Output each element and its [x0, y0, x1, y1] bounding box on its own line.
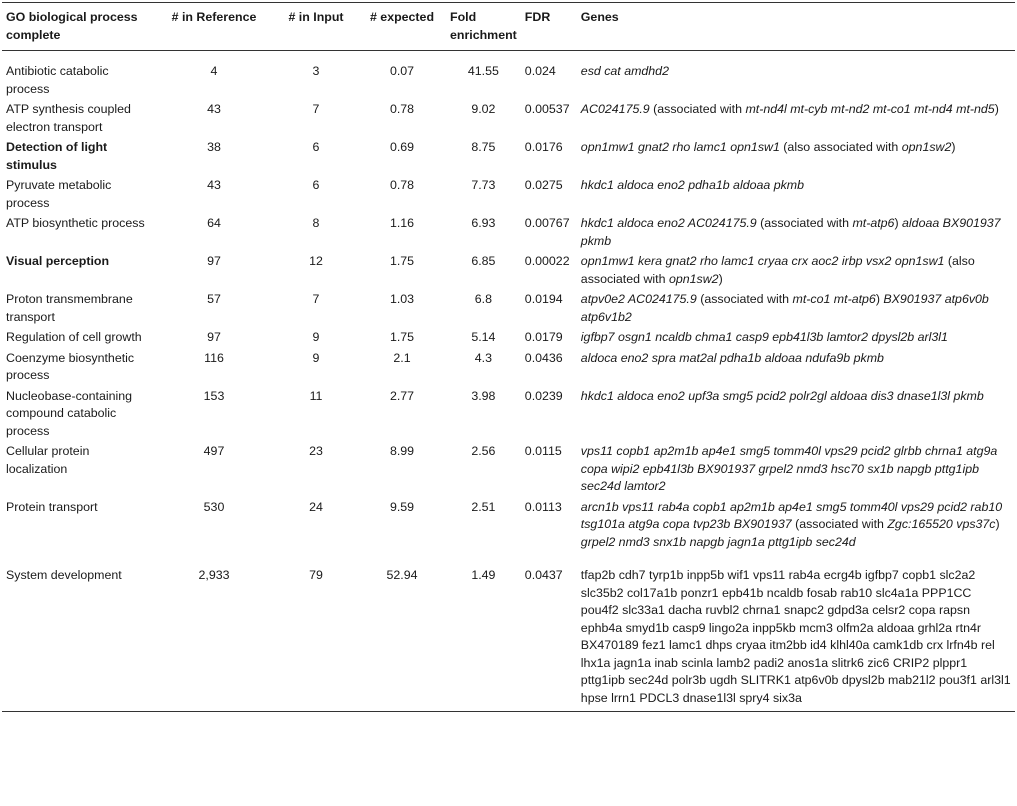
- in-input: 7: [312, 102, 320, 116]
- process-name: Protein transport: [6, 499, 98, 514]
- genes: [577, 252, 1015, 290]
- table-row: [2, 349, 1015, 387]
- process-name: System development: [2, 553, 154, 712]
- fdr: 0.0176: [524, 140, 563, 154]
- process-name: Pyruvate metabolic process: [6, 178, 112, 210]
- process-name: Proton transmembrane transport: [6, 292, 133, 324]
- in-reference: 57: [207, 292, 221, 306]
- table-row: [2, 290, 1015, 328]
- fdr: 0.0113: [524, 499, 562, 514]
- association-close: ): [995, 517, 1000, 531]
- expected: 2.1: [393, 350, 411, 365]
- in-reference: 116: [204, 350, 224, 365]
- table-row: [2, 553, 1015, 712]
- association-note: (associated with: [696, 292, 793, 306]
- header-fold-enrichment: Fold enrichment: [446, 3, 521, 51]
- genes: tfap2b cdh7 tyrp1b inpp5b wif1 vps11 rab4a ecrg4b igfbp7 copb1 slc2a2 slc35b2 col17a1b ponzr1 epb41b ncaldb fosab rab10 slc4a1a PPP1CC pou4f2 slc33a1 dacha ruvbl2 chrna1 snapc2 gdpd3a celsr2 copa rapsn ephb4a smyd1b casp9 lingo2a inpp5kb mcm3 olfm2a aldoaa grhl2a rtn4r BX470189 fez1 lamc1 dhps cryaa itm2bb id4 klhl40a camk1db crx lrfn4b rel lhx1a jagn1a inab scinla lamb2 padi2 anos1a slitrk6 zic6 CRIP2 plppr1 pttg1ipb sec24d polr3b ugdh SLITRK1 atp6v0b dpysl2b mab21l2 pou3f1 arl3l1 hpse lrrn1 PDCL3 dnase1l3l spry4 six3a: [577, 553, 1015, 712]
- header-fdr: FDR: [521, 3, 577, 51]
- in-input: 7: [312, 292, 320, 306]
- header-in-reference: # in Reference: [154, 3, 274, 51]
- expected: 0.78: [389, 102, 415, 116]
- genes: [577, 138, 1015, 176]
- in-reference: 43: [207, 102, 221, 116]
- header-go-process: GO biological process complete: [2, 3, 154, 51]
- process-name: ATP biosynthetic process: [6, 216, 145, 230]
- fdr: 0.0436: [524, 350, 563, 365]
- expected: 52.94: [358, 553, 446, 712]
- expected: 8.99: [389, 444, 415, 458]
- in-input: 24: [309, 499, 323, 514]
- association-note: (also associated with: [580, 254, 975, 286]
- fold-enrichment: 6.8: [474, 292, 493, 306]
- fdr: 0.0115: [524, 444, 562, 458]
- genes: vps11 copb1 ap2m1b ap4e1 smg5 tomm40l vps29 pcid2 glrbb chrna1 atg9a copa wipi2 epb41l3b BX901937 grpel2 nmd3 hsc70 sx1b napgb pttg1ipb sec24d lamtor2: [580, 444, 998, 493]
- expected: 0.07: [389, 64, 415, 78]
- in-reference: 2,933: [154, 553, 274, 712]
- fdr: 0.0239: [524, 388, 563, 403]
- fdr: 0.00022: [524, 254, 570, 268]
- gene-list: atpv0e2 AC024175.9: [580, 292, 697, 306]
- expected: 1.75: [389, 330, 415, 344]
- expected: 9.59: [389, 499, 415, 514]
- in-reference: 153: [203, 388, 225, 403]
- table-row: [2, 138, 1015, 176]
- in-reference: 97: [207, 254, 221, 268]
- process-name: Nucleobase-containing compound catabolic process: [6, 388, 133, 438]
- gene-list: arcn1b vps11 rab4a copb1 ap2m1b ap4e1 smg5 tomm40l vps29 pcid2 rab10 tsg101a atg9a copa tvp23b BX901937: [580, 499, 1003, 531]
- in-reference: 97: [207, 330, 221, 344]
- in-input: 6: [312, 140, 320, 154]
- associated-genes: mt-nd4l mt-cyb mt-nd2 mt-co1 mt-nd4 mt-nd5: [745, 102, 995, 116]
- fdr: 0.024: [524, 64, 556, 78]
- association-close: ): [718, 271, 723, 286]
- fdr: 0.0275: [524, 178, 563, 192]
- header-row: [2, 3, 1015, 51]
- in-input: 8: [312, 216, 320, 230]
- in-input: 23: [309, 444, 323, 458]
- in-reference: 64: [207, 216, 221, 230]
- gene-list: opn1mw1 kera gnat2 rho lamc1 cryaa crx aoc2 irbp vsx2 opn1sw1: [580, 254, 945, 268]
- expected: 1.03: [389, 292, 415, 306]
- fold-enrichment: 7.73: [471, 178, 496, 192]
- table-row: [2, 328, 1015, 349]
- association-note: (associated with: [791, 517, 888, 531]
- process-name: Regulation of cell growth: [6, 330, 142, 344]
- genes: [577, 290, 1015, 328]
- gene-list: AC024175.9: [580, 102, 650, 116]
- genes: aldoca eno2 spra mat2al pdha1b aldoaa ndufa9b pkmb: [580, 350, 884, 365]
- expected: 1.16: [389, 216, 415, 230]
- fdr: 0.00537: [524, 102, 570, 116]
- table-row: [2, 498, 1015, 554]
- table-row: [2, 214, 1015, 252]
- expected: 0.69: [389, 140, 415, 154]
- in-reference: 43: [207, 178, 221, 192]
- associated-genes: opn1sw2: [668, 271, 719, 286]
- gene-list-rest: BX901937 atp6v0b atp6v1b2: [580, 292, 989, 324]
- fold-enrichment: 2.56: [471, 444, 496, 458]
- fdr: 0.00767: [524, 216, 570, 230]
- expected: 1.75: [389, 254, 415, 268]
- header-expected: # expected: [358, 3, 446, 51]
- genes: igfbp7 osgn1 ncaldb chma1 casp9 epb41l3b lamtor2 dpysl2b arl3l1: [580, 330, 948, 344]
- fold-enrichment: 8.75: [471, 140, 496, 154]
- associated-genes: mt-co1 mt-atp6: [792, 292, 876, 306]
- header-in-input: # in Input: [274, 3, 358, 51]
- genes: [577, 498, 1015, 554]
- in-reference: 530: [203, 499, 225, 514]
- process-name: Visual perception: [6, 254, 110, 268]
- associated-genes: mt-atp6: [852, 216, 895, 230]
- process-name: Coenzyme biosynthetic process: [6, 350, 135, 382]
- association-close: ): [875, 292, 884, 306]
- process-name: Cellular protein localization: [6, 444, 90, 476]
- fold-enrichment: 2.51: [471, 499, 496, 514]
- table-row: [2, 442, 1015, 498]
- process-name: ATP synthesis coupled electron transport: [6, 102, 131, 134]
- table-row: [2, 252, 1015, 290]
- association-close: ): [951, 140, 956, 154]
- fold-enrichment: 6.85: [471, 254, 496, 268]
- in-reference: 497: [203, 444, 225, 458]
- go-enrichment-table: [2, 2, 1015, 712]
- association-note: (associated with: [756, 216, 853, 230]
- in-input: 3: [312, 64, 320, 78]
- table-row: [2, 176, 1015, 214]
- table-row: [2, 387, 1015, 443]
- in-input: 9: [312, 350, 320, 365]
- process-name: Detection of light stimulus: [6, 140, 108, 172]
- genes: esd cat amdhd2: [580, 64, 669, 78]
- in-reference: 38: [207, 140, 221, 154]
- fold-enrichment: 9.02: [471, 102, 496, 116]
- gene-list-rest: aldoaa BX901937 pkmb: [580, 216, 1001, 248]
- association-close: ): [994, 102, 999, 116]
- process-name: Antibiotic catabolic process: [6, 64, 109, 96]
- table-row: [2, 100, 1015, 138]
- genes: hkdc1 aldoca eno2 pdha1b aldoaa pkmb: [580, 178, 805, 192]
- expected: 0.78: [389, 178, 415, 192]
- table-row: [2, 51, 1015, 101]
- gene-list-rest: grpel2 nmd3 snx1b napgb jagn1a pttg1ipb sec24d: [580, 534, 856, 549]
- in-reference: 4: [210, 64, 218, 78]
- associated-genes: opn1sw2: [901, 140, 952, 154]
- fdr: 0.0194: [524, 292, 563, 306]
- gene-list: opn1mw1 gnat2 rho lamc1 opn1sw1: [580, 140, 780, 154]
- association-close: ): [894, 216, 903, 230]
- associated-genes: Zgc:165520 vps37c: [887, 517, 996, 531]
- fdr: 0.0437: [521, 553, 577, 712]
- gene-list: hkdc1 aldoca eno2 AC024175.9: [580, 216, 757, 230]
- fold-enrichment: 4.3: [474, 350, 493, 365]
- in-input: 79: [274, 553, 358, 712]
- genes: [577, 214, 1015, 252]
- fold-enrichment: 6.93: [471, 216, 496, 230]
- in-input: 12: [309, 254, 323, 268]
- in-input: 9: [312, 330, 320, 344]
- association-note: (associated with: [649, 102, 746, 116]
- association-note: (also associated with: [779, 140, 902, 154]
- in-input: 6: [312, 178, 320, 192]
- genes: hkdc1 aldoca eno2 upf3a smg5 pcid2 polr2gl aldoaa dis3 dnase1l3l pkmb: [580, 388, 984, 403]
- genes: [577, 100, 1015, 138]
- in-input: 11: [309, 388, 323, 403]
- fold-enrichment: 5.14: [471, 330, 496, 344]
- expected: 2.77: [389, 388, 415, 403]
- fold-enrichment: 3.98: [471, 388, 496, 403]
- fdr: 0.0179: [524, 330, 563, 344]
- header-genes: Genes: [577, 3, 1015, 51]
- fold-enrichment: 41.55: [467, 64, 499, 78]
- fold-enrichment: 1.49: [446, 553, 521, 712]
